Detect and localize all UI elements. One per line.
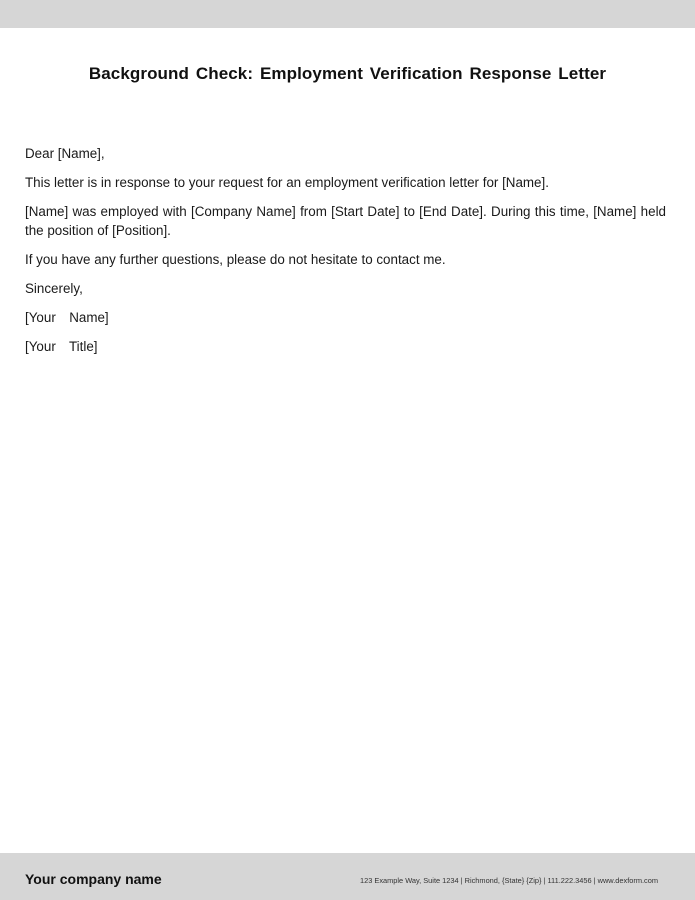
document-title: Background Check: Employment Verification Response Letter [88,64,607,83]
letter-body [25,144,666,366]
signature-name: [Your Name] [25,310,109,325]
footer [0,853,695,900]
signature-title: [Your Title] [25,339,98,354]
top-band [0,0,695,28]
paragraph-contact: If you have any further questions, please do not hesitate to contact me. [25,252,446,267]
greeting: Dear [Name], [25,146,105,161]
footer-address: 123 Example Way, Suite 1234 | Richmond, {State} {Zip} | 111.222.3456 | www.dexform.com [360,876,658,885]
paragraph-employment: [Name] was employed with [Company Name] from [Start Date] to [End Date]. During this time, [Name] held the position of [Position]. [25,204,666,238]
footer-company-name: Your company name [25,871,162,887]
paragraph-request: This letter is in response to your request for an employment verification letter for [Name]. [25,175,549,190]
closing: Sincerely, [25,281,83,296]
